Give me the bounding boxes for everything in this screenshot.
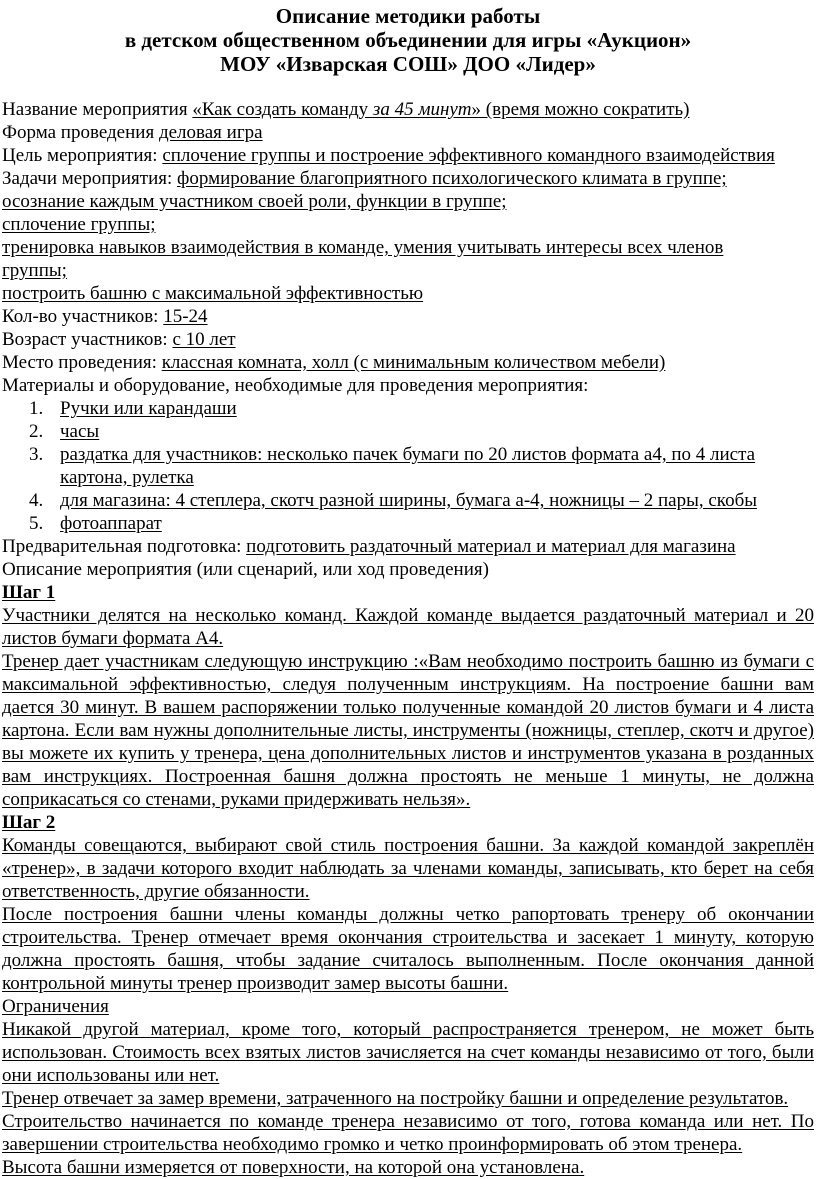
materials-item: 3. раздатка для участников: несколько пачек бумаги по 20 листов формата а4, по 4 листа картона, рулетка <box>29 444 756 488</box>
event-name-row <box>2 98 814 121</box>
prep-label: Предварительная подготовка: <box>2 536 247 557</box>
step-1-heading: Шаг 1 <box>2 582 56 603</box>
title-line-2: в детском общественном объединении для игры «Аукцион» <box>124 28 692 52</box>
event-name-value: «Как создать команду за 45 минут» (время можно сократить) <box>192 99 690 120</box>
materials-item: 4. для магазина: 4 степлера, скотч разной ширины, бумага а-4, ножницы – 2 пары, скобы <box>29 490 758 511</box>
document-body <box>2 98 814 1179</box>
task-item: тренировка навыков взаимодействия в команде, умения учитывать интересы всех членов <box>2 237 724 258</box>
age-row <box>2 328 814 351</box>
step-2-paragraph: Команды совещаются, выбирают свой стиль построения башни. За каждой командой закреплён «тренер», в задачи которого входит наблюдать за членами команды, записывать, кто берет на себя ответственность, другие обязанности. <box>2 835 814 902</box>
tasks-row <box>2 167 814 190</box>
count-row <box>2 305 814 328</box>
materials-item: 2. часы <box>29 421 100 442</box>
age-label: Возраст участников: <box>2 329 173 350</box>
form-value: деловая игра <box>158 122 263 143</box>
place-label: Место проведения: <box>2 352 162 373</box>
title-line-1: Описание методики работы <box>275 4 541 28</box>
document-title <box>2 4 814 76</box>
place-value: классная комната, холл (с минимальным количеством мебели) <box>161 352 666 373</box>
place-row <box>2 351 814 374</box>
goal-row <box>2 144 814 167</box>
prep-row <box>2 535 814 558</box>
task-item: построить башню с максимальной эффективностью <box>2 283 424 304</box>
task-item: формирование благоприятного психологического климата в группе; <box>177 168 727 189</box>
tasks-label: Задачи мероприятия: <box>2 168 178 189</box>
limits-paragraph: Никакой другой материал, кроме того, который распространяется тренером, не может быть использован. Стоимость всех взятых листов зачисляется на счет команды независимо от того, были они использованы или нет. <box>2 1019 814 1086</box>
step-2-paragraph: После построения башни члены команды должны четко рапортовать тренеру об окончании строительства. Тренер отмечает время окончания строительства и засекает 1 минуту, которую должна простоять башня, чтобы задание считалось выполненным. После окончания данной контрольной минуты тренер производит замер высоты башни. <box>2 904 814 994</box>
goal-value: сплочение группы и построение эффективного командного взаимодействия <box>162 145 775 166</box>
document-page <box>0 4 816 1179</box>
count-label: Кол-во участников: <box>2 306 164 327</box>
materials-item: 1. Ручки или карандаши <box>29 398 237 419</box>
form-label: Форма проведения <box>2 122 159 143</box>
title-line-3: МОУ «Изварская СОШ» ДОО «Лидер» <box>220 52 596 76</box>
materials-list <box>2 397 814 535</box>
limits-paragraph: Строительство начинается по команде тренера независимо от того, готова команда или нет. По завершении строительства необходимо громко и четко проинформировать об этом тренера. <box>2 1111 814 1155</box>
task-item: сплочение группы; <box>2 214 156 235</box>
form-row <box>2 121 814 144</box>
step-1-paragraph: Участники делятся на несколько команд. Каждой команде выдается раздаточный материал и 20 листов бумаги формата А4. <box>2 605 814 649</box>
task-item: группы; <box>2 260 67 281</box>
event-name-label: Название мероприятия <box>2 99 193 120</box>
materials-item: 5. фотоаппарат <box>29 513 162 534</box>
step-2-heading: Шаг 2 <box>2 812 56 833</box>
step-1-paragraph: Тренер дает участникам следующую инструкцию :«Вам необходимо построить башню из бумаги с максимальной эффективностью, следуя полученным инструкциям. На построение башни вам дается 30 минут. В вашем распоряжении только полученные командой 20 листов бумаги и 4 листа картона. Если вам нужны дополнительные листы, инструменты (ножницы, степлер, скотч и другое) вы можете их купить у тренера, цена дополнительных листов и инструментов указана в розданных вам инструкциях. Построенная башня должна простоять не меньше 1 минуты, не должна соприкасаться со стенами, руками придерживать нельзя». <box>2 651 814 810</box>
limits-paragraph: Высота башни измеряется от поверхности, на которой она установлена. <box>2 1157 585 1178</box>
description-label: Описание мероприятия (или сценарий, или ход проведения) <box>2 559 489 580</box>
goal-label: Цель мероприятия: <box>2 145 163 166</box>
prep-value: подготовить раздаточный материал и материал для магазина <box>246 536 736 557</box>
task-item: осознание каждым участником своей роли, функции в группе; <box>2 191 507 212</box>
materials-label: Материалы и оборудование, необходимые для проведения мероприятия: <box>2 375 589 396</box>
limits-paragraph: Тренер отвечает за замер времени, затраченного на постройку башни и определение результатов. <box>2 1088 789 1109</box>
count-value: 15-24 <box>163 306 208 327</box>
limits-heading: Ограничения <box>2 996 109 1017</box>
age-value: с 10 лет <box>172 329 236 350</box>
